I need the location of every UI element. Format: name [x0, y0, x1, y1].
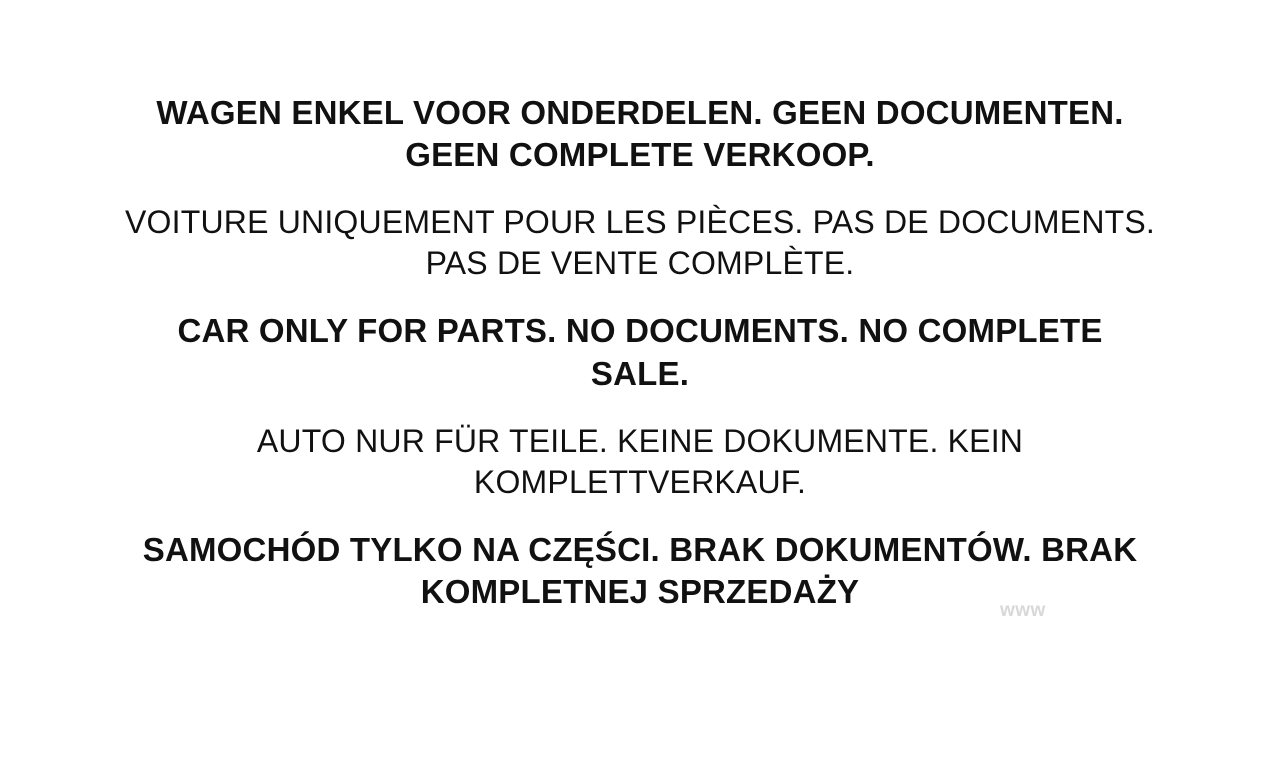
watermark-text: www — [1000, 600, 1046, 621]
multilingual-notice — [110, 92, 1170, 613]
notice-line-polish: SAMOCHÓD TYLKO NA CZĘŚCI. BRAK DOKUMENTÓW. BRAK KOMPLETNEJ SPRZEDAŻY — [142, 530, 1138, 610]
notice-line-german: AUTO NUR FÜR TEILE. KEINE DOKUMENTE. KEIN KOMPLETTVERKAUF. — [256, 422, 1024, 500]
notice-line-french: VOITURE UNIQUEMENT POUR LES PIÈCES. PAS DE DOCUMENTS. PAS DE VENTE COMPLÈTE. — [124, 204, 1156, 282]
notice-line-dutch: WAGEN ENKEL VOOR ONDERDELEN. GEEN DOCUMENTEN. GEEN COMPLETE VERKOOP. — [156, 94, 1124, 174]
notice-line-english: CAR ONLY FOR PARTS. NO DOCUMENTS. NO COMPLETE SALE. — [177, 312, 1103, 392]
